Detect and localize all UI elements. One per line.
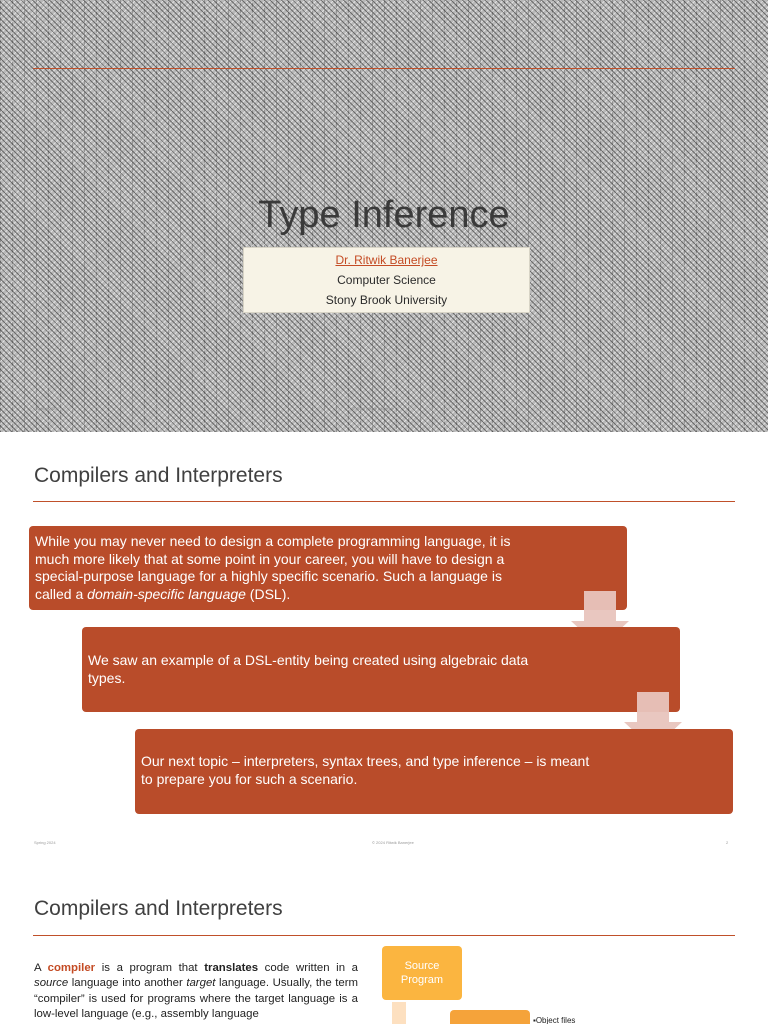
- slide-compilers: [0, 864, 768, 1024]
- box1-emphasis: domain-specific language: [87, 585, 246, 602]
- author-link[interactable]: Dr. Ritwik Banerjee: [335, 253, 438, 267]
- compiler-box: [450, 1010, 530, 1024]
- heading-rule: [33, 935, 735, 936]
- object-files-label: ▪Object files: [533, 1016, 576, 1024]
- slide-heading: Compilers and Interpreters: [34, 897, 283, 920]
- box1-text-end: (DSL).: [245, 585, 291, 602]
- title-slide: [0, 0, 768, 432]
- slide-footer-date: Spring 2024: [34, 840, 56, 845]
- para-text: A: [34, 962, 48, 974]
- university: Stony Brook University: [325, 293, 448, 307]
- slide-footer-copyright: © 2024 Ritwik Banerjee: [352, 406, 394, 411]
- subtitle-box: [243, 247, 530, 313]
- content-box-1: [29, 526, 627, 610]
- slide-dsl: [0, 432, 768, 864]
- para-text: is a program that: [95, 962, 205, 974]
- source-program-box: [382, 946, 462, 1000]
- slide-footer-date: Spring 2024: [36, 406, 58, 411]
- slide-heading: Compilers and Interpreters: [34, 464, 283, 487]
- slide-footer-page: 2: [726, 840, 729, 845]
- program-label: Program: [400, 974, 444, 986]
- slide-footer-copyright: © 2024 Ritwik Banerjee: [372, 840, 414, 845]
- source-label: Source: [404, 960, 440, 972]
- slide-title: Type Inference: [258, 194, 510, 236]
- title-top-rule: [33, 68, 735, 69]
- content-box-2: We saw an example of a DSL-entity being created using algebraic data types.: [82, 627, 680, 712]
- compiler-definition: [34, 961, 358, 1023]
- compiler-keyword: compiler: [47, 962, 96, 974]
- translates-bold: translates: [204, 962, 259, 974]
- department: Computer Science: [337, 273, 436, 287]
- heading-rule: [33, 501, 735, 502]
- target-italic: target: [186, 977, 216, 990]
- flow-connector: [392, 1002, 406, 1024]
- content-box-3: Our next topic – interpreters, syntax trees, and type inference – is meant to prepare you for such a scenario.: [135, 729, 733, 814]
- para-text: language into another: [68, 977, 187, 990]
- box1-text: While you may never need to design a complete programming language, it is much more likely that at some point in your career, you will have to design a special-purpose language for a highly specific scenario. Such a language is called a: [35, 533, 511, 602]
- para-text: code written in a: [258, 962, 359, 974]
- source-italic: source: [34, 977, 69, 990]
- para-text: language. Usually, the term “compiler” is used for programs where the target language is a low-level language (e.g., assembly language: [34, 977, 358, 1021]
